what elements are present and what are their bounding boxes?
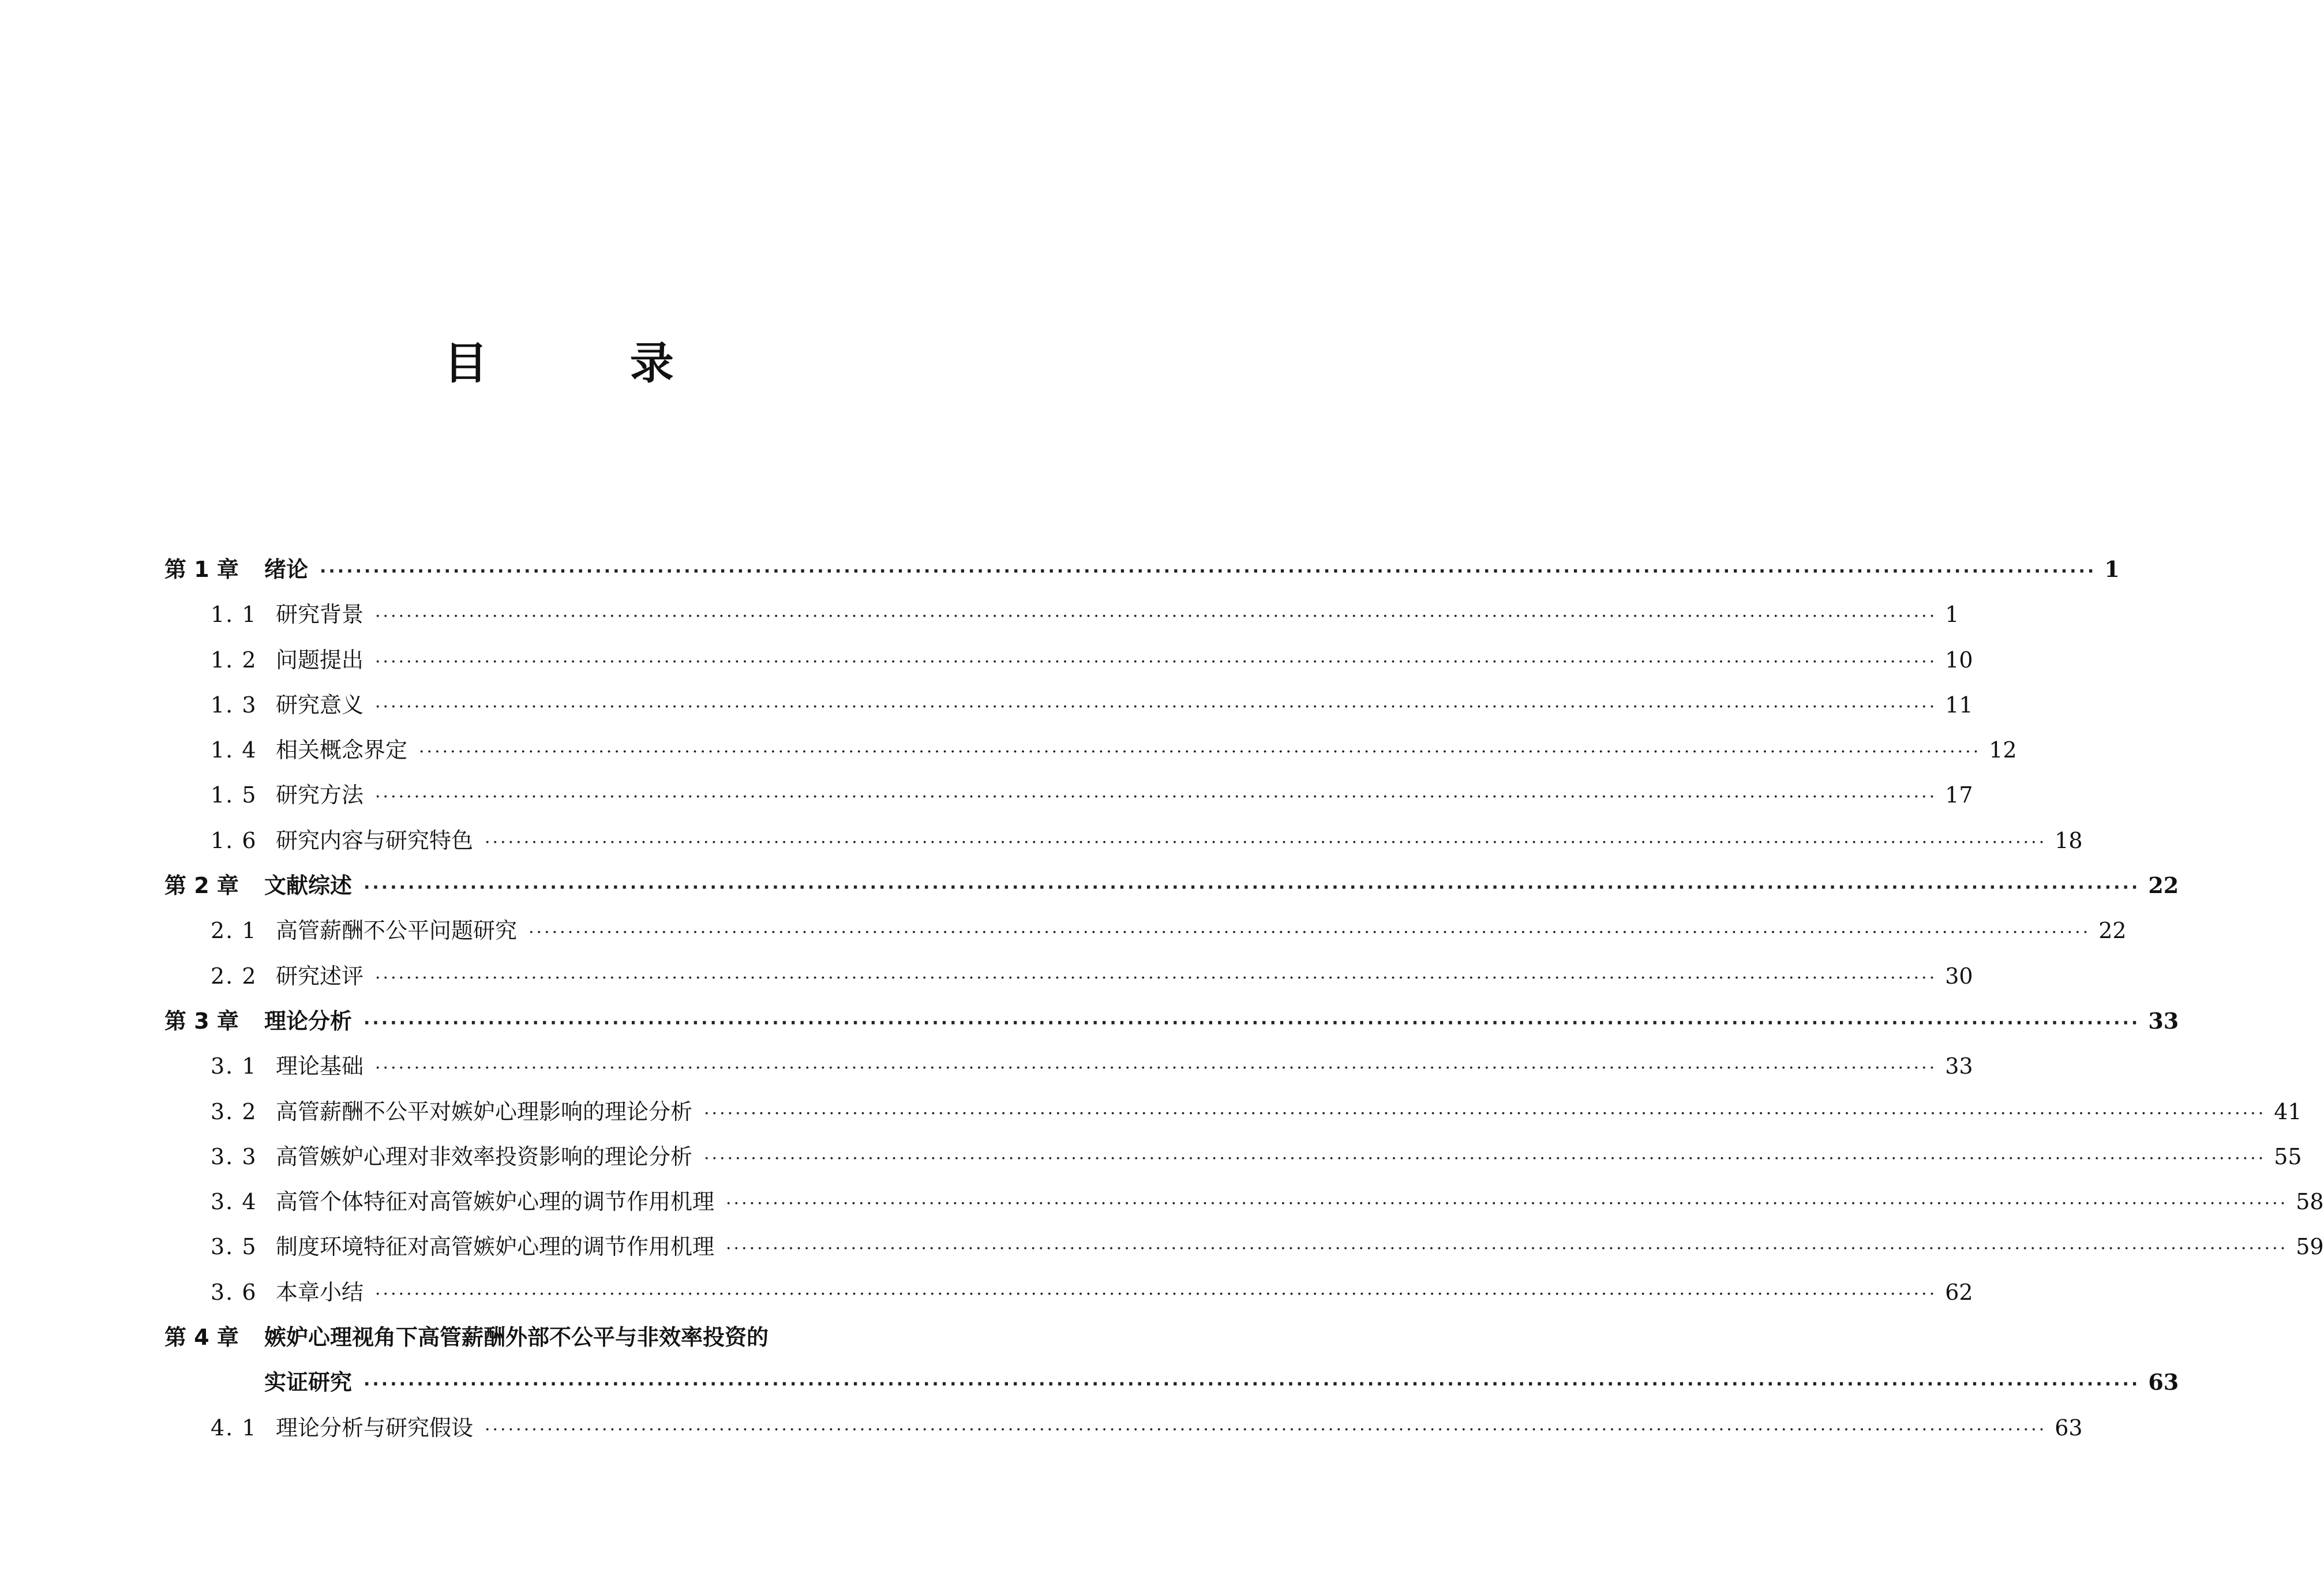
toc-section-2-2[interactable] bbox=[164, 954, 1973, 999]
dot-leader: ········································································································································································································ bbox=[375, 651, 1937, 672]
toc-page: 33 bbox=[2148, 1007, 2179, 1034]
toc-page: 58 bbox=[2296, 1189, 2324, 1215]
toc-title: 研究背景 bbox=[276, 602, 364, 628]
toc-title: 问题提出 bbox=[276, 647, 364, 673]
dot-leader: ········································································································································································································ bbox=[375, 606, 1937, 627]
toc-number: 1. 1 bbox=[211, 602, 257, 628]
toc-page: 59 bbox=[2296, 1234, 2324, 1260]
toc-number: 4. 1 bbox=[211, 1415, 257, 1441]
toc-page: 22 bbox=[2098, 918, 2127, 944]
dot-leader: ········································································································································································································ bbox=[375, 696, 1937, 717]
toc-title: 理论基础 bbox=[276, 1053, 364, 1079]
toc-chapter-4[interactable] bbox=[164, 1315, 954, 1360]
dot-leader: ········································································································································································································ bbox=[726, 1239, 2288, 1259]
dot-leader: ········································································································································································································ bbox=[375, 787, 1937, 808]
toc-section-1-4[interactable] bbox=[164, 727, 2017, 772]
toc-section-1-2[interactable] bbox=[164, 637, 1973, 682]
dot-leader: ········································································································································································································ bbox=[363, 1374, 2141, 1395]
toc-number: 第 3 章 bbox=[164, 1008, 239, 1034]
toc-section-1-5[interactable] bbox=[164, 772, 1973, 817]
toc-number: 第 1 章 bbox=[164, 557, 239, 582]
toc-page: 1 bbox=[2104, 556, 2120, 582]
dot-leader: ········································································································································································································ bbox=[704, 1103, 2266, 1124]
toc-number: 3. 3 bbox=[211, 1143, 257, 1169]
toc-section-3-5[interactable] bbox=[164, 1224, 2324, 1269]
toc-page: 12 bbox=[1989, 737, 2017, 763]
dot-leader: ········································································································································································································ bbox=[363, 1012, 2141, 1033]
toc-title: 高管个体特征对高管嫉妒心理的调节作用机理 bbox=[276, 1189, 715, 1215]
toc-chapter-3[interactable] bbox=[164, 999, 2179, 1044]
toc-section-1-3[interactable] bbox=[164, 682, 1973, 727]
dot-leader: ········································································································································································································ bbox=[419, 742, 1981, 763]
toc-page: 11 bbox=[1945, 692, 1973, 718]
toc-title: 研究述评 bbox=[276, 963, 364, 989]
toc-number: 3. 5 bbox=[211, 1234, 257, 1260]
toc-title: 研究内容与研究特色 bbox=[276, 827, 474, 853]
toc-page: 30 bbox=[1945, 963, 1973, 989]
toc-page: 17 bbox=[1945, 782, 1973, 808]
toc-title: 理论分析 bbox=[264, 1008, 353, 1034]
toc-title: 高管薪酬不公平对嫉妒心理影响的理论分析 bbox=[276, 1098, 693, 1124]
toc-number: 3. 6 bbox=[211, 1279, 257, 1305]
page-title: 目 录 bbox=[444, 337, 737, 389]
toc-number: 1. 2 bbox=[211, 647, 257, 673]
toc-title: 实证研究 bbox=[264, 1370, 353, 1396]
toc-section-3-1[interactable] bbox=[164, 1044, 1973, 1089]
toc-page: 55 bbox=[2274, 1143, 2302, 1169]
toc-page: 1 bbox=[1945, 602, 1959, 628]
dot-leader: ········································································································································································································ bbox=[320, 561, 2097, 582]
toc-chapter-2[interactable] bbox=[164, 863, 2179, 908]
toc-title: 本章小结 bbox=[276, 1279, 364, 1305]
toc-title: 高管嫉妒心理对非效率投资影响的理论分析 bbox=[276, 1143, 693, 1169]
toc-section-1-6[interactable] bbox=[164, 818, 2083, 863]
toc-number: 2. 1 bbox=[211, 918, 257, 944]
toc-section-3-6[interactable] bbox=[164, 1270, 1973, 1315]
toc-number: 第 4 章 bbox=[164, 1325, 239, 1351]
toc-title: 相关概念界定 bbox=[276, 737, 408, 763]
dot-leader: ········································································································································································································ bbox=[363, 877, 2141, 898]
toc-number: 2. 2 bbox=[211, 963, 257, 989]
dot-leader: ········································································································································································································ bbox=[375, 967, 1937, 988]
toc-number: 3. 1 bbox=[211, 1053, 257, 1079]
toc-number: 3. 4 bbox=[211, 1189, 257, 1215]
dot-leader: ········································································································································································································ bbox=[528, 922, 2091, 943]
toc-title: 绪论 bbox=[264, 557, 309, 582]
toc-page: 63 bbox=[2055, 1415, 2083, 1441]
toc-number: 3. 2 bbox=[211, 1098, 257, 1124]
dot-leader: ········································································································································································································ bbox=[485, 832, 2047, 853]
toc-chapter-4-continued[interactable] bbox=[164, 1360, 2179, 1405]
table-of-contents bbox=[164, 547, 2324, 1450]
toc-title: 理论分析与研究假设 bbox=[276, 1415, 474, 1441]
toc-title: 研究方法 bbox=[276, 782, 364, 808]
toc-page: 10 bbox=[1945, 647, 1973, 673]
dot-leader: ········································································································································································································ bbox=[375, 1058, 1937, 1079]
toc-page: 63 bbox=[2148, 1369, 2179, 1396]
dot-leader: ········································································································································································································ bbox=[375, 1284, 1937, 1304]
toc-page: 62 bbox=[1945, 1279, 1973, 1305]
toc-number: 1. 4 bbox=[211, 737, 257, 763]
toc-number: 1. 3 bbox=[211, 692, 257, 718]
toc-title: 嫉妒心理视角下高管薪酬外部不公平与非效率投资的 bbox=[264, 1325, 769, 1351]
toc-section-4-1[interactable] bbox=[164, 1405, 2083, 1450]
toc-section-3-3[interactable] bbox=[164, 1134, 2302, 1179]
toc-title: 文献综述 bbox=[264, 873, 353, 899]
toc-page: 22 bbox=[2148, 872, 2179, 899]
toc-number: 1. 5 bbox=[211, 782, 257, 808]
toc-chapter-1[interactable] bbox=[164, 547, 2120, 592]
toc-title: 制度环境特征对高管嫉妒心理的调节作用机理 bbox=[276, 1234, 715, 1260]
toc-title: 研究意义 bbox=[276, 692, 364, 718]
dot-leader: ········································································································································································································ bbox=[485, 1419, 2047, 1440]
dot-leader: ········································································································································································································ bbox=[726, 1194, 2288, 1214]
toc-section-3-2[interactable] bbox=[164, 1089, 2302, 1134]
toc-section-3-4[interactable] bbox=[164, 1179, 2324, 1224]
toc-number: 1. 6 bbox=[211, 827, 257, 853]
toc-page: 18 bbox=[2055, 827, 2083, 853]
toc-title: 高管薪酬不公平问题研究 bbox=[276, 918, 518, 944]
toc-page: 33 bbox=[1945, 1053, 1973, 1079]
toc-section-1-1[interactable] bbox=[164, 592, 1959, 637]
dot-leader: ········································································································································································································ bbox=[704, 1148, 2266, 1169]
toc-number: 第 2 章 bbox=[164, 873, 239, 899]
toc-section-2-1[interactable] bbox=[164, 908, 2127, 953]
toc-page: 41 bbox=[2274, 1098, 2302, 1124]
